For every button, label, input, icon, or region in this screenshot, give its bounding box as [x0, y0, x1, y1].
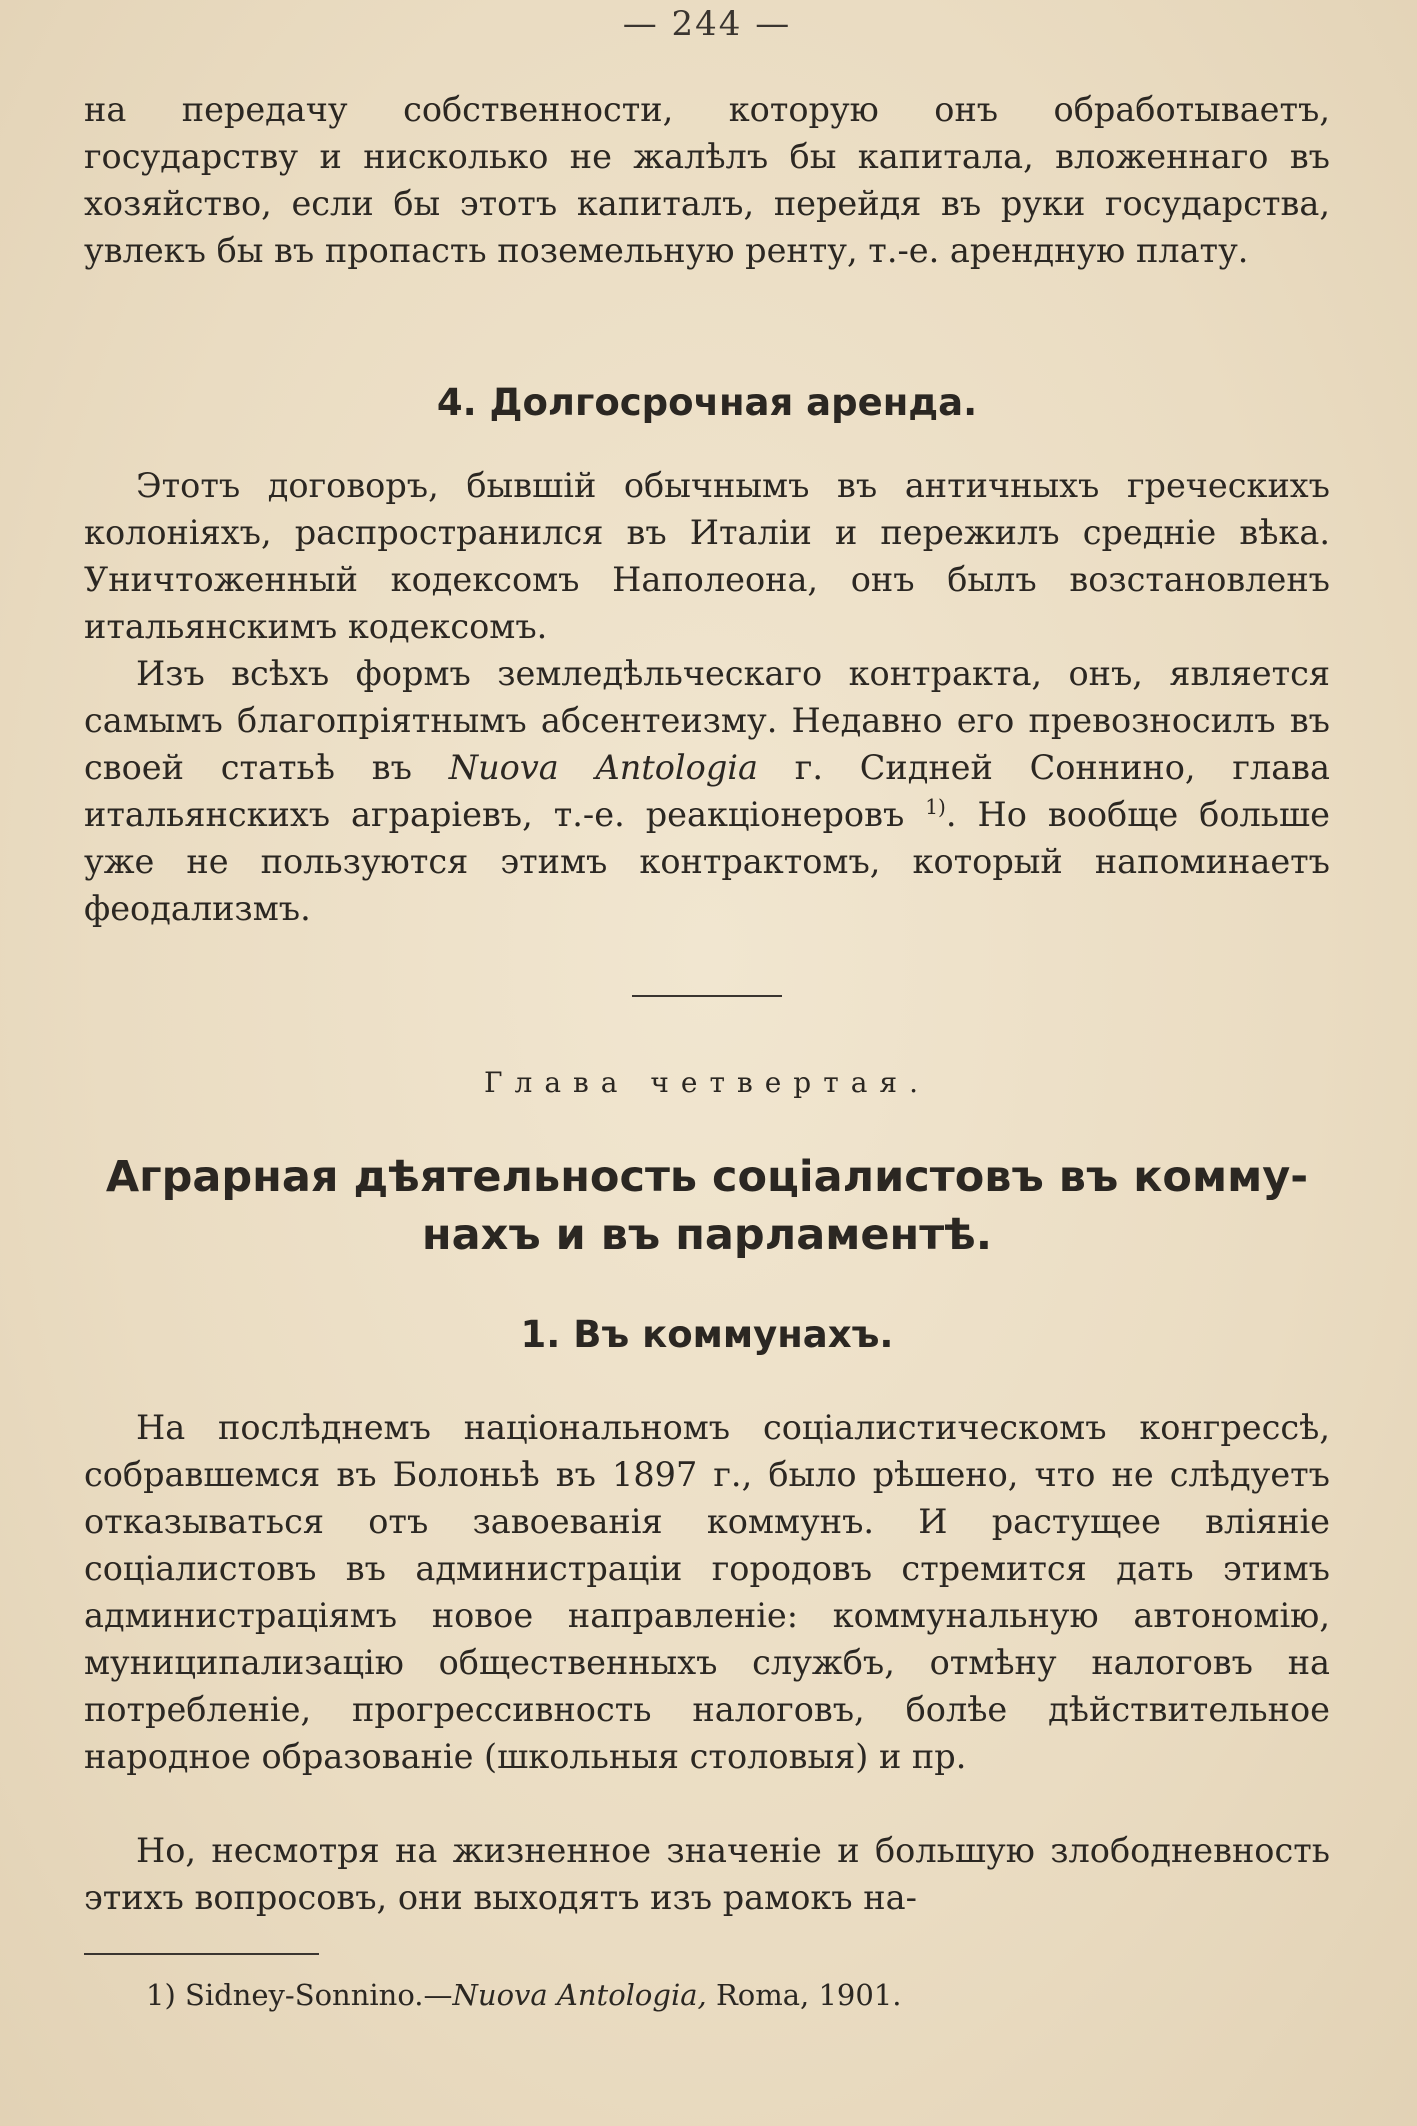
continuation-paragraph: на передачу собственности, которую онъ обработываетъ, государству и нисколько не жалѣлъ бы капитала, вложеннаго въ хозяйство, если бы этотъ капиталъ, перейдя въ руки государства, увлекъ бы въ пропасть поземельную ренту, т.-е. арендную плату. [84, 90, 1330, 270]
lease-paragraph-2 [84, 650, 1330, 932]
lease-paragraph-2-text-c: . Но вообще больше уже не пользуются этимъ контрактомъ, который напоминаетъ феодализмъ. [84, 795, 1331, 928]
footnote-text-a: Sidney-Sonnino.— [184, 1978, 453, 2012]
chapter-title-line-2: нахъ и въ парламентѣ. [421, 1210, 993, 1260]
footnote-text-b: Roma, 1901. [715, 1978, 902, 2012]
communes-paragraph-1: На послѣднемъ національномъ соціалистическомъ конгрессѣ, собравшемся въ Болоньѣ въ 1897 г., было рѣшено, что не слѣдуетъ отказываться отъ завоеванія коммунъ. И растущее вліяніе соціалистовъ въ администраціи городовъ стремится дать этимъ администраціямъ новое направленіе: коммунальную автономію, муниципализацію общественныхъ службъ, отмѣну налоговъ на потребленіе, прогрессивность налоговъ, болѣе дѣйствительное народное образованіе (школьныя столовыя) и пр. [84, 1408, 1330, 1776]
page-number: — 244 — [622, 4, 792, 44]
footnote-journal: Nuova Antologia, [452, 1978, 707, 2012]
chapter-label: Глава четвертая. [484, 1066, 930, 1099]
footnote-rule [84, 1953, 319, 1955]
lease-paragraph-1: Этотъ договоръ, бывшій обычнымъ въ античныхъ греческихъ колоніяхъ, распространился въ Италіи и пережилъ средніе вѣка. Уничтоженный кодексомъ Наполеона, онъ былъ возстановленъ итальянскимъ кодексомъ. [84, 466, 1330, 646]
chapter-title [84, 1148, 1330, 1264]
journal-title: Nuova Antologia [448, 748, 758, 787]
footnote-mark: 1) [146, 1978, 176, 2012]
section-heading-long-term-lease: 4. Долгосрочная аренда. [436, 381, 978, 424]
footnote [146, 1975, 1246, 2015]
chapter-title-line-1: Аграрная дѣятельность соціалистовъ въ комму- [105, 1152, 1309, 1202]
footnote-reference: 1) [925, 794, 946, 819]
section-heading-in-communes: 1. Въ коммунахъ. [520, 1313, 894, 1356]
communes-paragraph-2: Но, несмотря на жизненное значеніе и большую злободневность этихъ вопросовъ, они выходятъ изъ рамокъ на- [84, 1831, 1330, 1917]
lease-paragraph-2-text-a: Изъ всѣхъ формъ земледѣльческаго контракта, онъ, является самымъ благопріятнымъ абсентеизму. Недавно его превозносилъ въ своей статьѣ въ [84, 654, 1330, 787]
section-divider [632, 995, 782, 997]
lease-paragraph-2-text-b: г. Сидней Соннино, глава итальянскихъ аграріевъ, т.-е. реакціонеровъ [84, 748, 1331, 834]
